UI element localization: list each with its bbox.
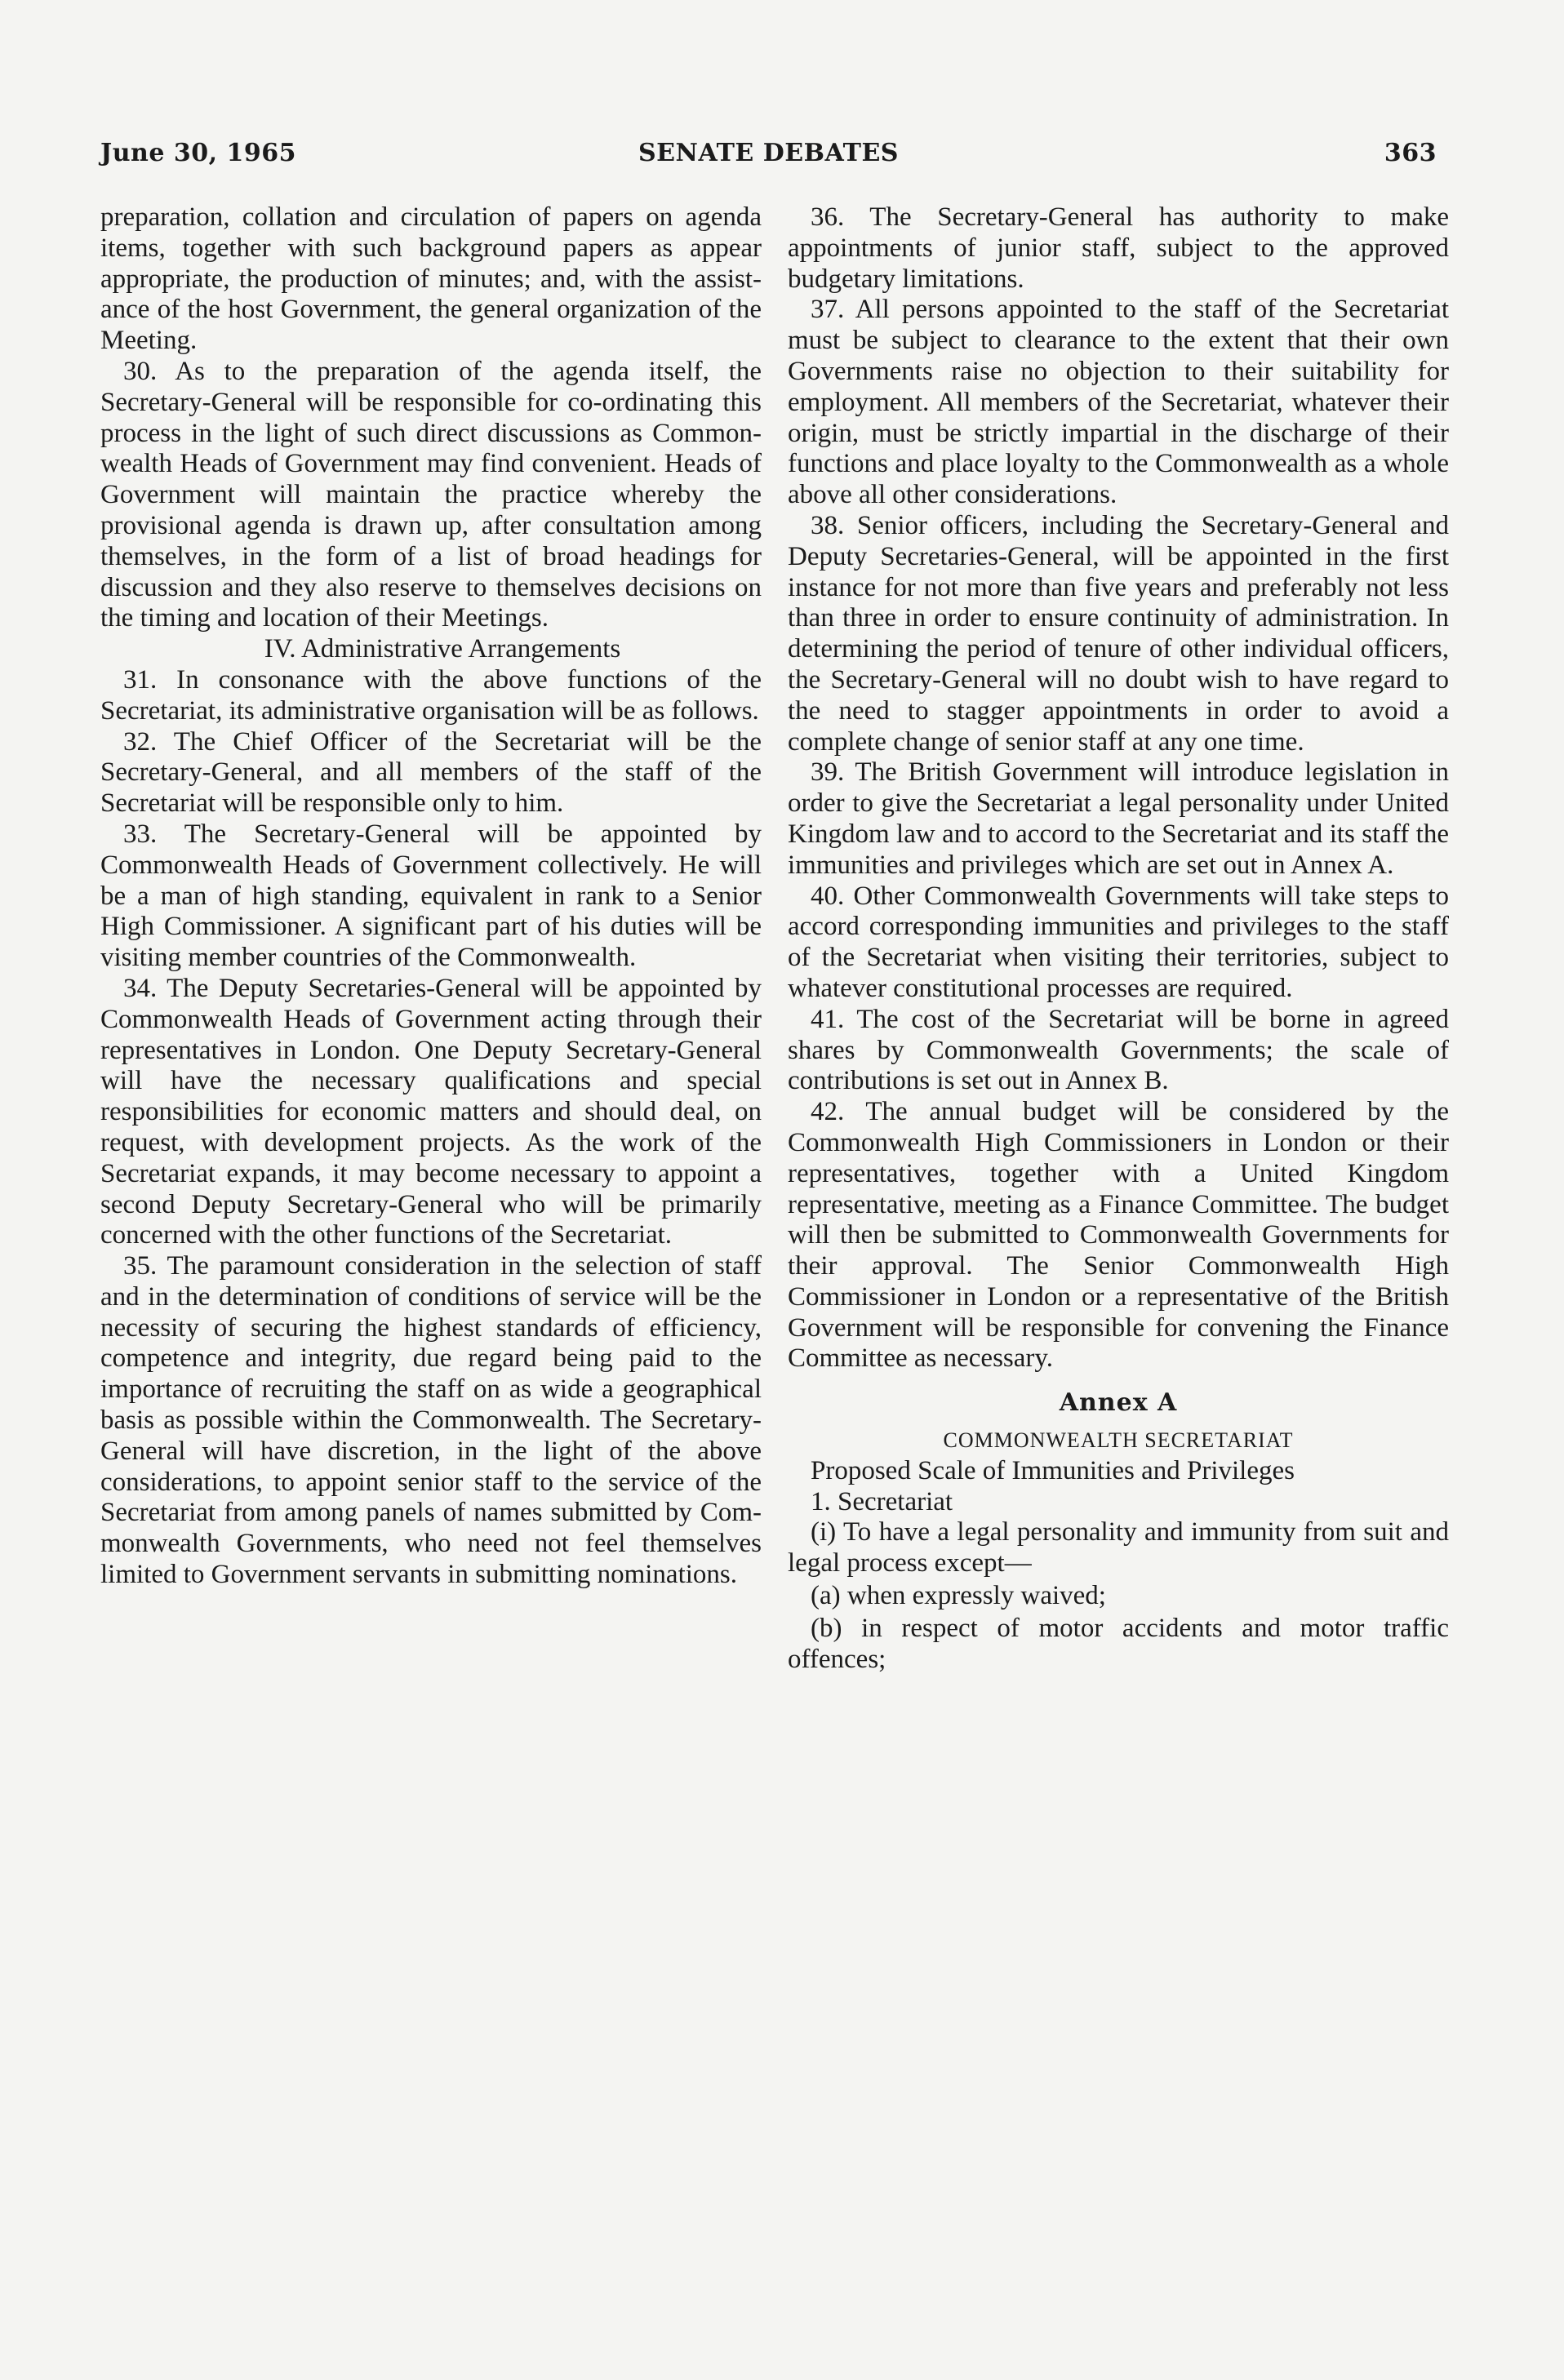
paragraph-35: 35. The paramount consideration in the selection of staff and in the determination of conditions of service will be the necessity of securing the highest standards of efficiency, competence and integrity, due regard being paid to the importance of recruiting the staff on as wide a geographical basis as possible within the Commonwealth. The Secretary-General will have discretion, in the light of the above considerations, to appoint senior staff to the service of the Secretariat from among panels of names submitted by Commonwealth Governments, who need not feel themselves limited to Government servants in submitting nominations. (100, 1251, 762, 1590)
paragraph-32: 32. The Chief Officer of the Secretariat will be the Secretary-General, and all members of the staff of the Secretariat will be responsible only to him. (100, 726, 762, 819)
paragraph-34: 34. The Deputy Secretaries-General will be appointed by Commonwealth Heads of Government acting through their representatives in London. One Deputy Secretary-General will have the necessary qualifications and special responsibilities for economic matters and should deal, on request, with development projects. As the work of the Secretariat expands, it may become necessary to appoint a second Deputy Secretary-General who will be primarily concerned with the other functions of the Secretariat. (100, 973, 762, 1250)
paragraph-37: 37. All persons appointed to the staff of the Secretariat must be subject to clearance to the extent that their own Governments raise no objection to their suitability for employment. All members of the Secretariat, whatever their origin, must be strictly impartial in the discharge of their functions and place loyalty to the Commonwealth as a whole above all other considerations. (788, 295, 1449, 510)
paragraph-39: 39. The British Government will introduce legislation in order to give the Secretariat a legal personality under United Kingdom law and to accord to the Secretariat and its staff the immunities and privileges which are set out in Annex A. (788, 757, 1449, 880)
paragraph-31: 31. In consonance with the above functions of the Secretariat, its administrative organisation will be as follows. (100, 664, 762, 726)
annex-title: Annex A (1059, 1388, 1178, 1418)
paragraph-42: 42. The annual budget will be considered by the Commonwealth High Commissioners in London or their representatives, together with a United Kingdom representative, meeting as a Finance Committee. The budget will then be submitted to Commonwealth Governments for their approval. The Senior Commonwealth High Commissioner in London or a representative of the British Government will be responsible for convening the Finance Committee as necessary. (788, 1097, 1449, 1374)
page-header (100, 139, 1437, 171)
paragraph-38: 38. Senior officers, including the Secretary-General and Deputy Secretaries-General, will be appointed in the first instance for not more than five years and preferably not less than three in order to ensure continuity of administration. In determining the period of tenure of other individual officers, the Secretary-General will no doubt wish to have regard to the need to stagger appointments in order to avoid a complete change of senior staff at any one time. (788, 510, 1449, 757)
annex-item-secretariat: 1. Secretariat (811, 1486, 953, 1516)
right-column (788, 202, 1449, 1675)
header-page-number: 363 (1384, 139, 1437, 167)
header-date: June 30, 1965 (100, 139, 296, 167)
annex-item-a: (a) when expressly waived; (811, 1581, 1106, 1611)
section-heading: IV. Administrative Arrangements (264, 634, 621, 664)
header-title: SENATE DEBATES (638, 139, 899, 167)
paragraph-36: 36. The Secretary-General has authority to make appointments of junior staff, subject to the approved budgetary limitations. (788, 202, 1449, 294)
paragraph-30: 30. As to the preparation of the agenda itself, the Secretary-General will be responsible for co-ordinating this process in the light of such direct discussions as Commonwealth Heads of Government may find convenient. Heads of Government will maintain the practice whereby the provisional agenda is drawn up, after consultation among themselves, in the form of a list of broad headings for discussion and they also reserve to themselves decisions on the timing and location of their Meetings. (100, 356, 762, 633)
annex-item-i: (i) To have a legal personality and immunity from suit and legal process except— (788, 1517, 1449, 1579)
left-column (100, 202, 762, 1591)
annex-heading: Proposed Scale of Immunities and Privileges (811, 1455, 1295, 1485)
annex-item-b: (b) in respect of motor accidents and motor traffic offences; (788, 1613, 1449, 1674)
annex-subtitle: COMMONWEALTH SECRETARIAT (943, 1428, 1294, 1453)
paragraph-41: 41. The cost of the Secretariat will be borne in agreed shares by Commonwealth Governments; the scale of contributions is set out in Annex B. (788, 1004, 1449, 1096)
paragraph-continuation: preparation, collation and circulation of papers on agenda items, together with such background papers as appear appropriate, the production of minutes; and, with the assistance of the host Government, the general organization of the Meeting. (100, 202, 762, 356)
paragraph-40: 40. Other Commonwealth Governments will take steps to accord corresponding immunities and privileges to the staff of the Secretariat when visiting their territories, subject to whatever constitutional processes are required. (788, 881, 1449, 1003)
paragraph-33: 33. The Secretary-General will be appointed by Commonwealth Heads of Government collectively. He will be a man of high standing, equivalent in rank to a Senior High Commissioner. A significant part of his duties will be visiting member countries of the Commonwealth. (100, 819, 762, 973)
